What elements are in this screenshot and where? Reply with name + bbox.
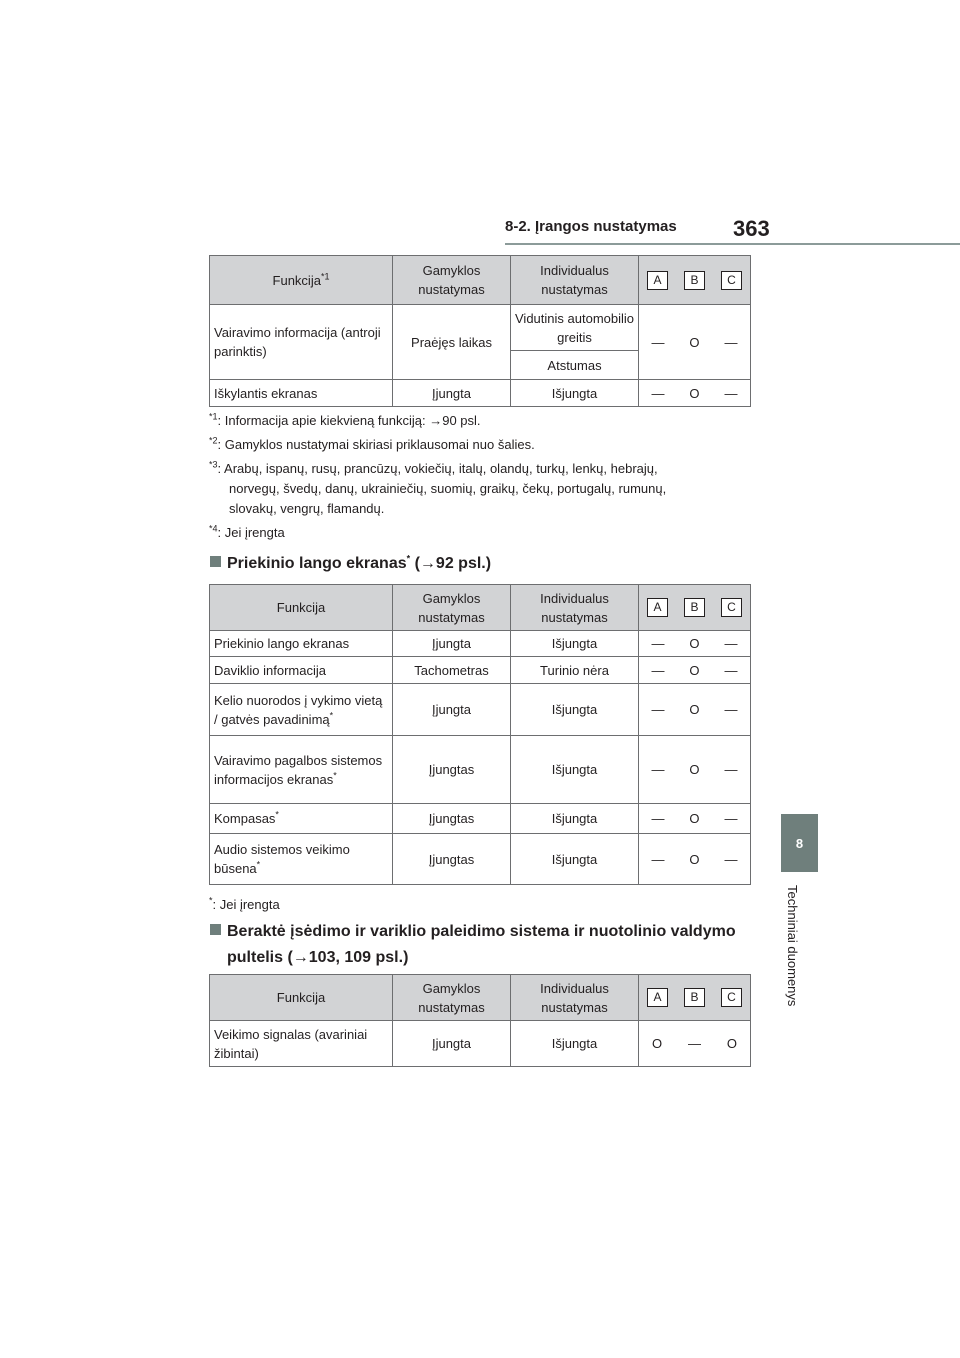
footnotes-1 xyxy=(209,411,666,543)
cell-abc: — O — xyxy=(639,736,751,804)
footnote: $^{*3}$: Arabų, ispanų, rusų, prancūzų, vokiečių, italų, olandų, turkų, lenkų, hebrajų, norvegų, švedų, danų, ukrainiečių, suomių, graikų, čekų, portugalų, rumunų, slovakų, vengrų, flamandų. xyxy=(209,459,667,516)
col-header-abc xyxy=(639,256,751,305)
col-b-label: B xyxy=(684,988,705,1007)
table-row xyxy=(210,1021,751,1067)
cell-gamyklos: Praėjęs laikas xyxy=(393,305,511,380)
cell-individualus: Atstumas xyxy=(511,351,639,380)
cell-individualus: Išjungta xyxy=(511,834,639,885)
cell-gamyklos: Įjungtas xyxy=(393,834,511,885)
cell-individualus: Turinio nėra xyxy=(511,657,639,684)
table-row xyxy=(210,380,751,407)
cell-individualus: Išjungta xyxy=(511,684,639,736)
cell-gamyklos: Įjungta xyxy=(393,380,511,407)
col-header-gamyklos: Gamyklos nustatymas xyxy=(393,975,511,1021)
cell-gamyklos: Įjungta xyxy=(393,684,511,736)
chapter-label: Techniniai duomenys xyxy=(785,885,800,1007)
cell-individualus: Vidutinis automobilio greitis xyxy=(511,305,639,351)
col-header-individualus: Individualus nustatymas xyxy=(511,256,639,305)
col-a-label: A xyxy=(647,598,668,617)
header-rule-right xyxy=(842,243,960,245)
cell-funkcija: Vairavimo pagalbos sistemos informacijos ekranas* xyxy=(210,736,393,804)
cell-abc: — O — xyxy=(639,684,751,736)
table-row xyxy=(210,631,751,657)
section-heading-2: Priekinio lango ekranas* (→92 psl.) xyxy=(210,552,491,576)
cell-gamyklos: Įjungta xyxy=(393,1021,511,1067)
settings-table-3 xyxy=(209,974,751,1067)
bullet-square-icon xyxy=(210,556,221,567)
col-header-funkcija: Funkcija xyxy=(210,975,393,1021)
page-number: 363 xyxy=(733,216,770,241)
cell-gamyklos: Įjungtas xyxy=(393,804,511,834)
col-b-label: B xyxy=(684,598,705,617)
cell-individualus: Išjungta xyxy=(511,631,639,657)
footnote: $^{*1}$: Informacija apie kiekvieną funkciją: →90 psl. xyxy=(209,411,481,428)
cell-abc: — O — xyxy=(639,631,751,657)
table-row xyxy=(210,834,751,885)
cell-abc: O — O xyxy=(639,1021,751,1067)
bullet-square-icon xyxy=(210,924,221,935)
col-c-label: C xyxy=(721,271,742,290)
cell-gamyklos: Įjungta xyxy=(393,631,511,657)
section-heading-3: Beraktė įsėdimo ir variklio paleidimo sistema ir nuotolinio valdymo pultelis (→103, 109 psl.) xyxy=(210,920,736,970)
cell-funkcija: Audio sistemos veikimo būsena* xyxy=(210,834,393,885)
col-header-funkcija: Funkcija$^{*1}$ xyxy=(210,256,393,305)
settings-table-1 xyxy=(209,255,751,407)
col-header-abc xyxy=(639,975,751,1021)
cell-gamyklos: Įjungtas xyxy=(393,736,511,804)
table-row xyxy=(210,804,751,834)
cell-funkcija: Vairavimo informacija (antroji parinktis) xyxy=(210,305,393,380)
footnote: $^{*4}$: Jei įrengta xyxy=(209,523,285,540)
col-header-individualus: Individualus nustatymas xyxy=(511,585,639,631)
col-header-funkcija: Funkcija xyxy=(210,585,393,631)
cell-funkcija: Veikimo signalas (avariniai žibintai) xyxy=(210,1021,393,1067)
col-c-label: C xyxy=(721,988,742,1007)
cell-abc: — O — xyxy=(639,380,751,407)
cell-individualus: Išjungta xyxy=(511,736,639,804)
footnote: $^{*2}$: Gamyklos nustatymai skiriasi priklausomai nuo šalies. xyxy=(209,435,535,452)
header-rule xyxy=(505,243,842,245)
chapter-tab: 8 xyxy=(781,814,818,872)
cell-gamyklos: Tachometras xyxy=(393,657,511,684)
cell-abc: — O — xyxy=(639,657,751,684)
col-b-label: B xyxy=(684,271,705,290)
cell-funkcija: Priekinio lango ekranas xyxy=(210,631,393,657)
cell-individualus: Išjungta xyxy=(511,380,639,407)
table-row xyxy=(210,684,751,736)
cell-individualus: Išjungta xyxy=(511,804,639,834)
cell-funkcija: Kompasas* xyxy=(210,804,393,834)
cell-abc: — O — xyxy=(639,305,751,380)
section-title: 8-2. Įrangos nustatymas xyxy=(505,218,677,235)
cell-individualus: Išjungta xyxy=(511,1021,639,1067)
table-row xyxy=(210,736,751,804)
settings-table-2 xyxy=(209,584,751,885)
cell-abc: — O — xyxy=(639,834,751,885)
col-header-abc xyxy=(639,585,751,631)
col-header-individualus: Individualus nustatymas xyxy=(511,975,639,1021)
cell-funkcija: Iškylantis ekranas xyxy=(210,380,393,407)
table-row xyxy=(210,305,751,351)
cell-funkcija: Daviklio informacija xyxy=(210,657,393,684)
col-a-label: A xyxy=(647,988,668,1007)
col-a-label: A xyxy=(647,271,668,290)
table-row xyxy=(210,657,751,684)
col-header-gamyklos: Gamyklos nustatymas xyxy=(393,256,511,305)
cell-abc: — O — xyxy=(639,804,751,834)
col-header-gamyklos: Gamyklos nustatymas xyxy=(393,585,511,631)
footnote-2: *: Jei įrengta xyxy=(209,895,280,912)
col-c-label: C xyxy=(721,598,742,617)
cell-funkcija: Kelio nuorodos į vykimo vietą / gatvės pavadinimą* xyxy=(210,684,393,736)
